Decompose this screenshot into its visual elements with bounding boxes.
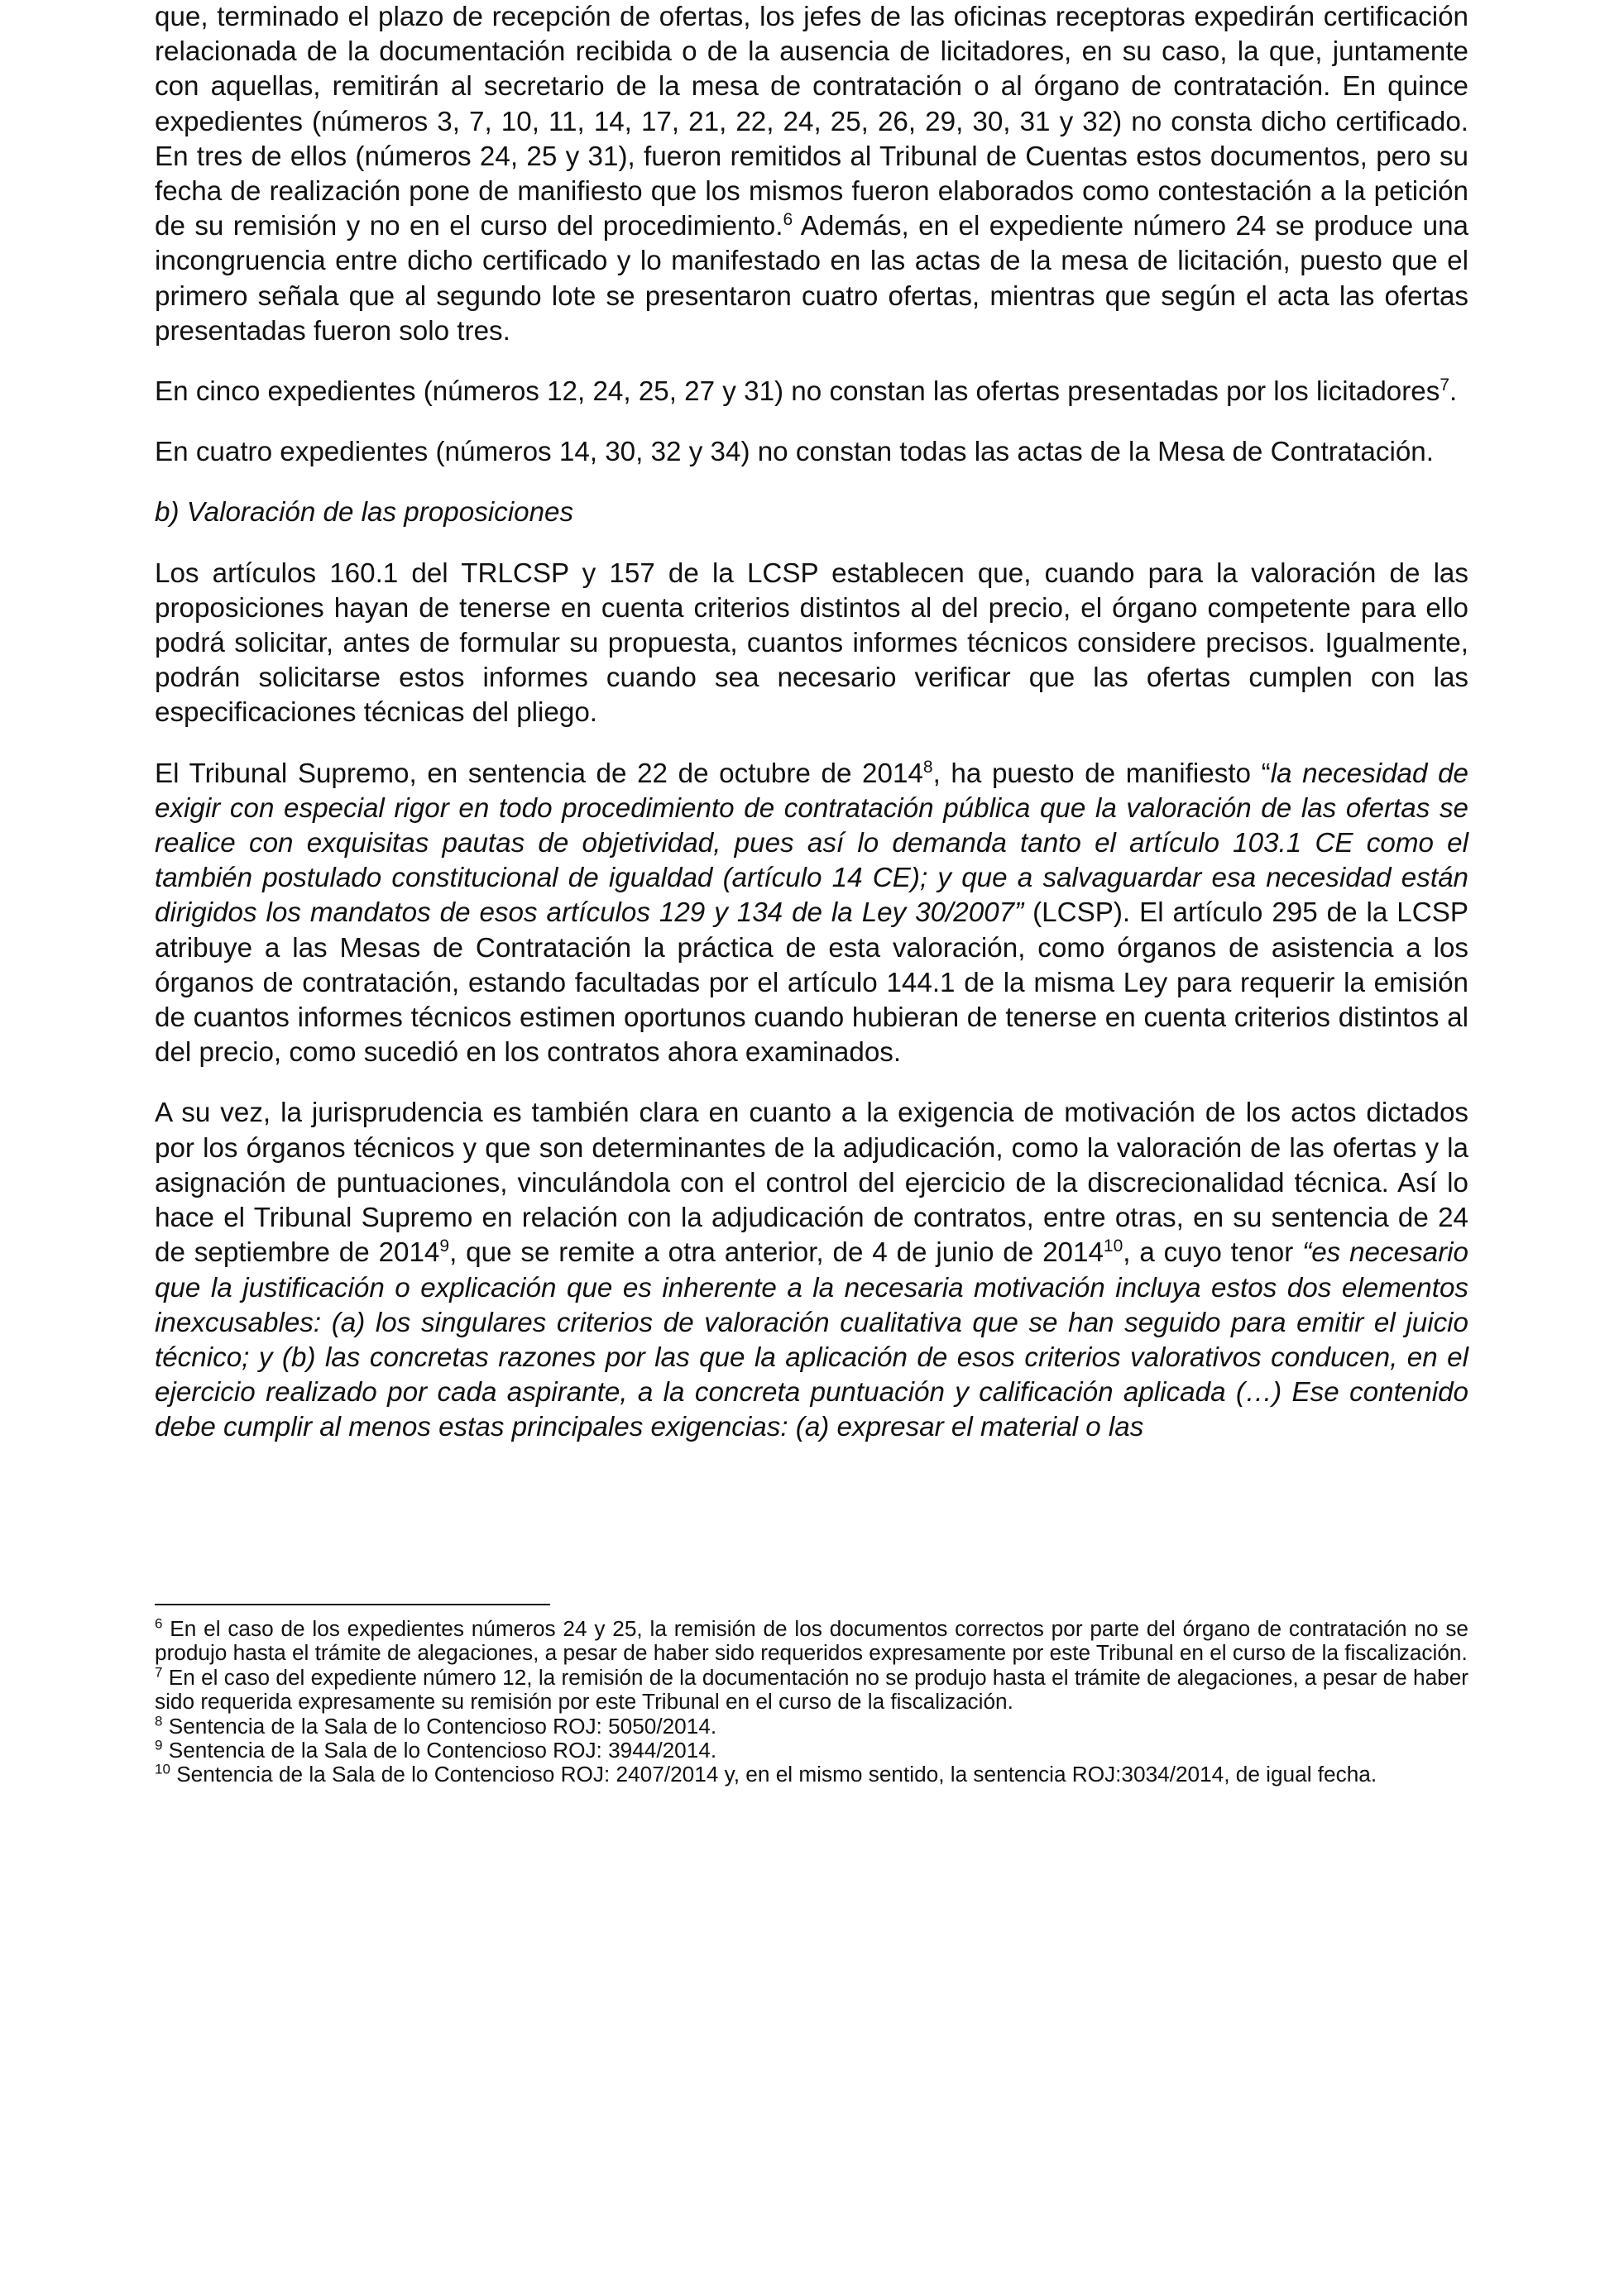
paragraph-text: que, terminado el plazo de recepción de ofertas, los jefes de las oficinas receptoras expedirán certificación relacionada de la documentación recibida o de la ausencia de licitadores, en su caso, la que, juntamente con aquellas, remitirán al secretario de la mesa de contratación o al órgano de contratación. En quince expedientes (números 3, 7, 10, 11, 14, 17, 21, 22, 24, 25, 26, 29, 30, 31 y 32) no consta dicho certificado. En tres de ellos (números 24, 25 y 31), fueron remitidos al Tribunal de Cuentas estos documentos, pero su fecha de realización pone de manifiesto que los mismos fueron elaborados como contestación a la petición de su remisión y no en el curso del procedimiento. xyxy=(155,2,1468,242)
paragraph-text: , ha puesto de manifiesto “ xyxy=(932,758,1271,789)
quotation: la necesidad de exigir con especial rigor en todo procedimiento de contratación pública que la valoración de las ofertas se realice con exquisitas pautas de objetividad, pues así lo demanda tanto el artículo 103.1 CE como el también postulado constitucional de igualdad (artículo 14 CE); y que a salvaguardar esa necesidad están dirigidos los mandatos de esos artículos 129 y 134 de la Ley 30/2007” xyxy=(155,758,1468,929)
footnote-text: Sentencia de la Sala de lo Contencioso ROJ: 2407/2014 y, en el mismo sentido, la sentencia ROJ:3034/2014, de igual fecha. xyxy=(170,1762,1377,1787)
footnote-text: En el caso del expediente número 12, la remisión de la documentación no se produjo hasta el trámite de alegaciones, a pesar de haber sido requerida expresamente su remisión por este Tribunal en el curso de la fiscalización. xyxy=(155,1664,1468,1715)
footnote-7 xyxy=(155,1666,1468,1715)
footnote-8 xyxy=(155,1712,1468,1739)
paragraph-text: , a cuyo tenor xyxy=(1123,1237,1303,1269)
footnote-ref-7[interactable]: 7 xyxy=(1440,375,1450,395)
footnote-ref-10[interactable]: 10 xyxy=(1103,1236,1123,1256)
paragraph-jurisprudencia xyxy=(155,1096,1468,1445)
paragraph-text: En cinco expedientes (números 12, 24, 25, 27 y 31) no constan las ofertas presentadas por los licitadores xyxy=(155,376,1440,408)
footnote-text: Sentencia de la Sala de lo Contencioso ROJ: 3944/2014. xyxy=(162,1738,717,1763)
footnote-ref-6[interactable]: 6 xyxy=(783,210,793,230)
paragraph-text: Además, en el expediente número 24 se produce una incongruencia entre dicho certificado y lo manifestado en las actas de la mesa de licitación, puesto que el primero señala que al segundo lote se presentaron cuatro ofertas, mientras que según el acta las ofertas presentadas fueron solo tres. xyxy=(155,211,1468,347)
paragraph-text: . xyxy=(1449,376,1458,408)
paragraph-tribunal-supremo xyxy=(155,757,1468,1071)
footnotes xyxy=(155,1617,1468,1787)
paragraph-actas: En cuatro expedientes (números 14, 30, 32 y 34) no constan todas las actas de la Mesa de Contratación. xyxy=(155,437,1434,468)
footnote-text: Sentencia de la Sala de lo Contencioso ROJ: 5050/2014. xyxy=(162,1713,717,1739)
footnote-ref-8[interactable]: 8 xyxy=(922,757,933,777)
footnote-10 xyxy=(155,1763,1468,1787)
footnote-separator xyxy=(155,1604,550,1605)
paragraph-text: El Tribunal Supremo, en sentencia de 22 de octubre de 2014 xyxy=(155,758,923,789)
footnote-6 xyxy=(155,1617,1468,1666)
paragraph-ofertas xyxy=(155,375,1468,409)
paragraph-certificados xyxy=(155,0,1468,349)
footnote-ref-9[interactable]: 9 xyxy=(439,1236,450,1256)
quotation: “es necesario que la justificación o explicación que es inherente a la necesaria motivación incluya estos dos elementos inexcusables: (a) los singulares criterios de valoración cualitativa que se han seguido para emitir el juicio técnico; y (b) las concretas razones por las que la aplicación de esos criterios valorativos conducen, en el ejercicio realizado por cada aspirante, a la concreta puntuación y calificación aplicada (…) Ese contenido debe cumplir al menos estas principales exigencias: (a) expresar el material o las xyxy=(155,1237,1468,1443)
footnote-number: 7 xyxy=(155,1664,163,1681)
footnote-9 xyxy=(155,1739,1468,1763)
paragraph-text: (LCSP). El artículo 295 de la LCSP atribuye a las Mesas de Contratación la práctica de esta valoración, como órganos de asistencia a los órganos de contratación, estando facultadas por el artículo 144.1 de la misma Ley para requerir la emisión de cuantos informes técnicos estimen oportunos cuando hubieran de tenerse en cuenta criterios distintos al del precio, como sucedió en los contratos ahora examinados. xyxy=(155,897,1468,1069)
footnote-number: 8 xyxy=(155,1712,163,1729)
body-text xyxy=(155,0,1468,1471)
section-heading-valoracion: b) Valoración de las proposiciones xyxy=(155,497,574,529)
paragraph-text: , que se remite a otra anterior, de 4 de junio de 2014 xyxy=(449,1237,1104,1269)
footnote-number: 6 xyxy=(155,1615,163,1632)
paragraph-articulos: Los artículos 160.1 del TRLCSP y 157 de la LCSP establecen que, cuando para la valoración de las proposiciones hayan de tenerse en cuenta criterios distintos al del precio, el órgano competente para ello podrá solicitar, antes de formular su propuesta, cuantos informes técnicos considere precisos. Igualmente, podrán solicitarse estos informes cuando sea necesario verificar que las ofertas cumplen con las especificaciones técnicas del pliego. xyxy=(155,557,1468,729)
footnote-number: 10 xyxy=(155,1761,170,1777)
footnote-number: 9 xyxy=(155,1737,163,1753)
footnote-text: En el caso de los expedientes números 24 y 25, la remisión de los documentos correctos por parte del órgano de contratación no se produjo hasta el trámite de alegaciones, a pesar de haber sido requeridos expresamente por este Tribunal en el curso de la fiscalización. xyxy=(155,1616,1468,1666)
paragraph-text: A su vez, la jurisprudencia es también clara en cuanto a la exigencia de motivación de los actos dictados por los órganos técnicos y que son determinantes de la adjudicación, como la valoración de las ofertas y la asignación de puntuaciones, vinculándola con el control del ejercicio de la discrecionalidad técnica. Así lo hace el Tribunal Supremo en relación con la adjudicación de contratos, entre otras, en su sentencia de 24 de septiembre de 2014 xyxy=(155,1098,1468,1269)
